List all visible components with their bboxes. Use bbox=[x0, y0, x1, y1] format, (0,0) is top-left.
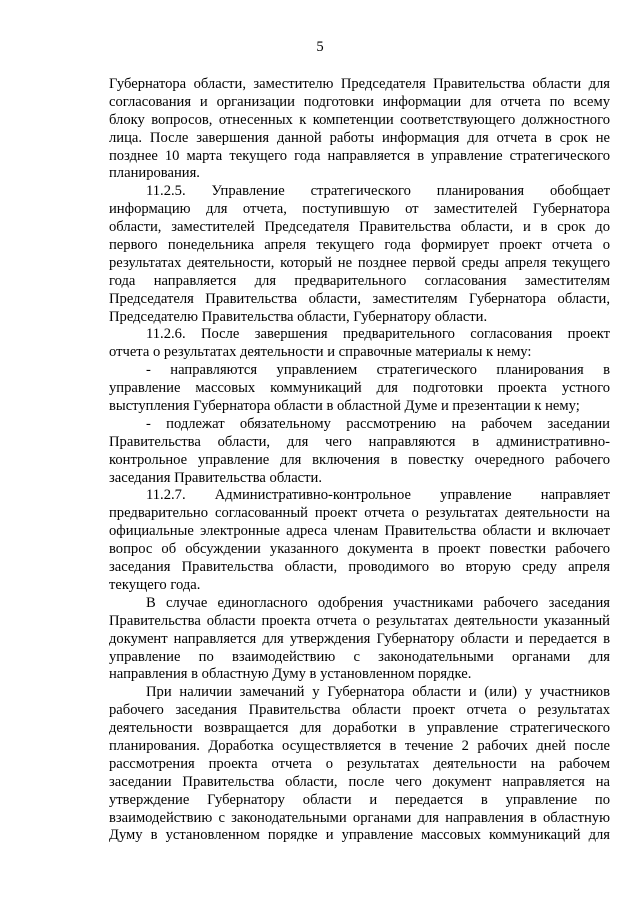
text-line: направления в областную Думу в установленном порядке. bbox=[109, 666, 472, 683]
text-line: Председателю Правительства области, Губернатору области. bbox=[109, 308, 488, 325]
text-line: документ направляется для утверждения Губернатору области и передается в bbox=[109, 630, 610, 647]
text-line: утверждение Губернатору области и передается в управление по bbox=[109, 791, 610, 808]
text-line: года направляется для предварительного согласования заместителям bbox=[109, 272, 610, 289]
text-line: Думу в установленном порядке и управление массовых коммуникаций для bbox=[109, 827, 610, 844]
text-line: контрольное управление для включения в повестку очередного рабочего bbox=[109, 451, 610, 468]
text-line: информацию для отчета, поступившую от заместителей Губернатора bbox=[109, 201, 610, 218]
text-line: заседания Правительства области, проводимого во вторую среду апреля bbox=[109, 559, 610, 576]
text-line: выступления Губернатора области в областной Думе и презентации к нему; bbox=[109, 398, 580, 415]
text-line: 11.2.6. После завершения предварительного согласования проект bbox=[146, 326, 610, 343]
text-line: Губернатора области, заместителю Председателя Правительства области для bbox=[109, 76, 610, 92]
text-line: области, заместителей Председателя Правительства области, и в срок до bbox=[109, 219, 610, 236]
text-line: согласования и организации подготовки информации для отчета по всему bbox=[109, 93, 610, 110]
text-line: управление по взаимодействию с законодательными органами для bbox=[109, 648, 610, 665]
text-line: взаимодействию с законодательными органами для направления в областную bbox=[109, 809, 610, 826]
text-line: Председателя Правительства области, заместителям Губернатора области, bbox=[109, 290, 610, 307]
text-line: заседания Правительства области. bbox=[109, 469, 322, 486]
text-line: рассмотрения проекта отчета о результатах деятельности на рабочем bbox=[109, 755, 610, 772]
text-line: результатах деятельности, который не позднее первой среды апреля текущего bbox=[109, 254, 610, 271]
text-line: В случае единогласного одобрения участниками рабочего заседания bbox=[146, 594, 610, 611]
text-line: вопрос об обсуждении указанного документа в проект повестки рабочего bbox=[109, 541, 610, 558]
text-line: 11.2.5. Управление стратегического планирования обобщает bbox=[146, 183, 610, 200]
text-line: 11.2.7. Административно-контрольное управление направляет bbox=[146, 487, 610, 504]
text-line: официальные электронные адреса членам Правительства области и включает bbox=[109, 523, 610, 540]
text-line: Правительства области, для чего направляются в административно- bbox=[109, 433, 610, 450]
text-line: планирования. Доработка осуществляется в течение 2 рабочих дней после bbox=[109, 737, 610, 754]
text-line: заседании Правительства области, после чего документ направляется на bbox=[109, 773, 610, 790]
text-line: Правительства области проекта отчета о результатах деятельности указанный bbox=[109, 612, 610, 629]
text-line: - подлежат обязательному рассмотрению на рабочем заседании bbox=[146, 415, 610, 432]
text-line: отчета о результатах деятельности и справочные материалы к нему: bbox=[109, 344, 532, 361]
text-line: - направляются управлением стратегического планирования в bbox=[146, 362, 610, 379]
document-body bbox=[109, 76, 610, 845]
text-line: блоку вопросов, отнесенных к компетенции соответствующего должностного bbox=[109, 111, 610, 128]
text-line: рабочего заседания Правительства области проект отчета о результатах bbox=[109, 702, 610, 719]
text-line: первого понедельника апреля текущего года формирует проект отчета о bbox=[109, 237, 610, 254]
text-line: лица. После завершения данной работы информация для отчета в срок не bbox=[109, 129, 610, 146]
text-line: текущего года. bbox=[109, 576, 201, 593]
page-number: 5 bbox=[316, 39, 324, 55]
text-line: управление массовых коммуникаций для подготовки проекта устного bbox=[109, 380, 610, 397]
text-line: деятельности возвращается для доработки в управление стратегического bbox=[109, 720, 610, 737]
text-line: позднее 10 марта текущего года направляется в управление стратегического bbox=[109, 147, 610, 164]
text-line: При наличии замечаний у Губернатора области и (или) у участников bbox=[146, 684, 610, 701]
text-line: планирования. bbox=[109, 165, 200, 182]
text-line: предварительно согласованный проект отчета о результатах деятельности на bbox=[109, 505, 610, 522]
